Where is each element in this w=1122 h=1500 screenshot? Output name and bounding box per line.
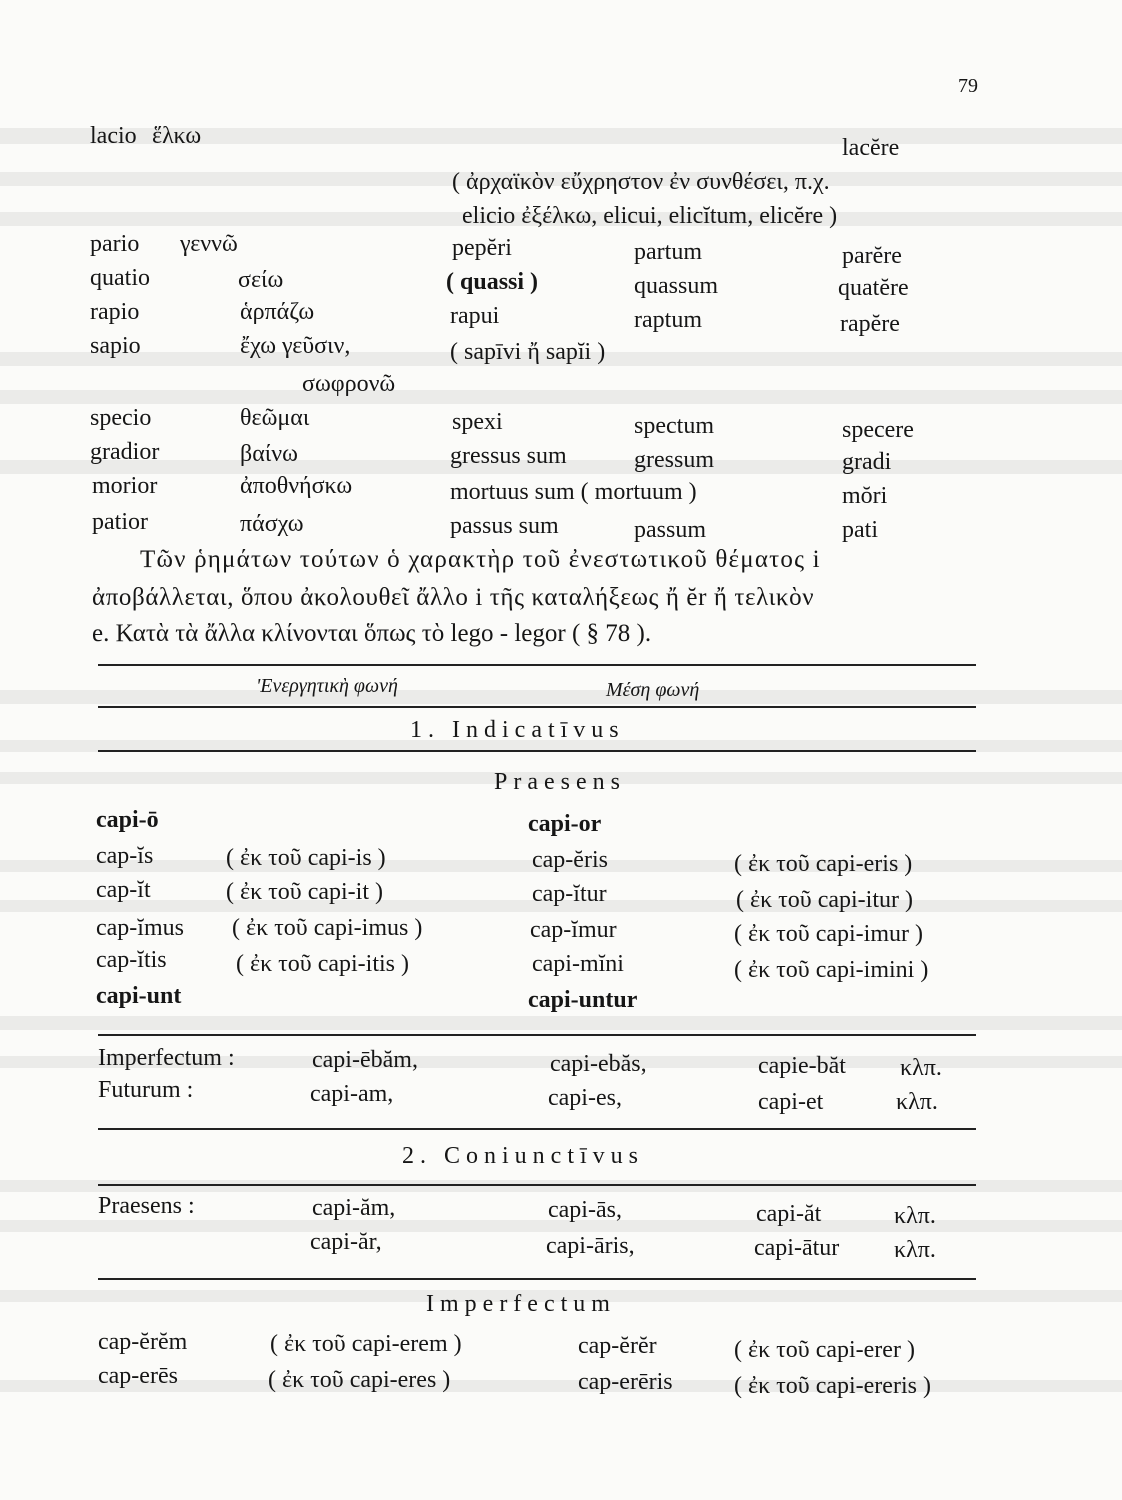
verb-greek: ἔχω γεῦσιν, <box>240 333 351 359</box>
divider <box>98 1184 976 1186</box>
form-origin-note: ( ἐκ τοῦ capi-it ) <box>226 879 383 905</box>
divider <box>98 706 976 708</box>
verb-perfect: passus sum <box>450 513 559 539</box>
tense-form: capi-ēbăm, <box>312 1047 418 1073</box>
conjugation-form: capi-unt <box>96 983 182 1009</box>
conjugation-form: cap-erēris <box>578 1369 673 1395</box>
form-origin-note: ( ἐκ τοῦ capi-erem ) <box>270 1331 462 1357</box>
form-origin-note: ( ἐκ τοῦ capi-ereris ) <box>734 1373 931 1399</box>
divider <box>98 750 976 752</box>
divider <box>98 664 976 666</box>
conjugation-form: cap-ĭtis <box>96 947 167 973</box>
form-origin-note: ( ἐκ τοῦ capi-imini ) <box>734 957 929 983</box>
paragraph-line: e. Κατὰ τὰ ἄλλα κλίνονται ὅπως τὸ lego - legor ( § 78 ). <box>92 620 652 647</box>
verb-supine: raptum <box>634 307 702 333</box>
divider <box>98 1278 976 1280</box>
conjugation-form: capi-untur <box>528 987 638 1013</box>
form-origin-note: ( ἐκ τοῦ capi-imus ) <box>232 915 423 941</box>
conjugation-form: cap-ĕrĕm <box>98 1329 188 1355</box>
form-origin-note: ( ἐκ τοῦ capi-itur ) <box>736 887 913 913</box>
conjugation-form: cap-ĭt <box>96 877 151 903</box>
verb-infinitive: mŏri <box>842 483 888 509</box>
verb-perfect: ( quassi ) <box>446 269 539 295</box>
verb-perfect: spexi <box>452 409 503 435</box>
paragraph-line: Τῶν ῥημάτων τούτων ὁ χαρακτὴρ τοῦ ἐνεστωτικοῦ θέματος i <box>140 546 821 573</box>
conjugation-form: capi-mĭni <box>532 951 624 977</box>
voice-middle-header: Μέση φωνή <box>606 679 700 701</box>
conjugation-form: capi-or <box>528 811 602 837</box>
verb-greek: βαίνω <box>240 441 298 467</box>
conjugation-form: cap-ĭmur <box>530 917 617 943</box>
tense-form: capi-ātur <box>754 1235 840 1261</box>
tense-form: capi-ăm, <box>312 1195 396 1221</box>
tense-form: capi-āris, <box>546 1233 635 1259</box>
form-origin-note: ( ἐκ τοῦ capi-eres ) <box>268 1367 451 1393</box>
subheading-imperfectum: Imperfectum <box>426 1291 616 1317</box>
verb-present: gradior <box>90 439 160 465</box>
verb-present: rapio <box>90 299 140 325</box>
verb-greek: ἀποθνήσκω <box>240 473 353 499</box>
verb-present: lacio <box>90 123 137 149</box>
verb-supine: quassum <box>634 273 718 299</box>
tense-label: Imperfectum : <box>98 1045 235 1071</box>
verb-present: quatio <box>90 265 150 291</box>
page-number: 79 <box>958 75 978 97</box>
tense-label: Praesens : <box>98 1193 195 1219</box>
verb-greek: θεῶμαι <box>240 405 310 431</box>
form-origin-note: ( ἐκ τοῦ capi-erer ) <box>734 1337 915 1363</box>
verb-supine: passum <box>634 517 706 543</box>
divider <box>98 1034 976 1036</box>
conjugation-form: cap-ĭs <box>96 843 154 869</box>
verb-supine: spectum <box>634 413 714 439</box>
verb-present: morior <box>92 473 158 499</box>
form-origin-note: ( ἐκ τοῦ capi-is ) <box>226 845 386 871</box>
conjugation-form: cap-erēs <box>98 1363 178 1389</box>
tense-label: Futurum : <box>98 1077 194 1103</box>
subheading-praesens: Praesens <box>494 769 626 795</box>
verb-perfect: rapui <box>450 303 500 329</box>
tense-form: capi-ăt <box>756 1201 822 1227</box>
form-origin-note: ( ἐκ τοῦ capi-eris ) <box>734 851 913 877</box>
verb-greek: γεννῶ <box>180 231 238 257</box>
conjugation-form: cap-ĭmus <box>96 915 184 941</box>
form-origin-note: ( ἐκ τοῦ capi-imur ) <box>734 921 923 947</box>
verb-perfect: pepĕri <box>452 235 512 261</box>
conjugation-form: cap-ĕris <box>532 847 608 873</box>
verb-infinitive: gradi <box>842 449 892 475</box>
conjugation-form: cap-ĕrĕr <box>578 1333 657 1359</box>
divider <box>98 1128 976 1130</box>
section-heading-coniunctivus: 2. Coniunctīvus <box>402 1143 645 1169</box>
paragraph-line: ἀποβάλλεται, ὅπου ἀκολουθεῖ ἄλλο i τῆς καταλήξεως ἤ ĕr ἤ τελικὸν <box>92 584 815 611</box>
verb-greek-alt: σωφρονῶ <box>302 371 396 397</box>
tense-form: capi-ās, <box>548 1197 622 1223</box>
tense-form: capi-am, <box>310 1081 394 1107</box>
verb-infinitive: lacĕre <box>842 135 900 161</box>
tense-form: capi-et <box>758 1089 824 1115</box>
tense-etc: κλπ. <box>894 1203 936 1229</box>
verb-infinitive: pati <box>842 517 878 543</box>
verb-perfect: ( sapīvi ἤ sapĭi ) <box>450 339 606 365</box>
verb-present: patior <box>92 509 148 535</box>
verb-present: specio <box>90 405 152 431</box>
form-origin-note: ( ἐκ τοῦ capi-itis ) <box>236 951 409 977</box>
tense-form: capi-ebăs, <box>550 1051 647 1077</box>
conjugation-form: cap-ĭtur <box>532 881 607 907</box>
verb-supine: partum <box>634 239 702 265</box>
verb-note-example: elicio ἐξέλκω, elicui, elicĭtum, elicĕre ) <box>462 203 838 229</box>
verb-present: pario <box>90 231 140 257</box>
tense-etc: κλπ. <box>894 1237 936 1263</box>
verb-greek: ἕλκω <box>152 123 202 149</box>
verb-supine: gressum <box>634 447 714 473</box>
verb-infinitive: rapĕre <box>840 311 900 337</box>
voice-active-header: 'Ενεργητικὴ φωνή <box>256 675 398 697</box>
verb-infinitive: quatĕre <box>838 275 909 301</box>
tense-form: capi-es, <box>548 1085 622 1111</box>
verb-present: sapio <box>90 333 141 359</box>
conjugation-form: capi-ō <box>96 807 159 833</box>
verb-perfect: gressus sum <box>450 443 567 469</box>
verb-greek: σείω <box>238 267 284 293</box>
tense-form: capi-ăr, <box>310 1229 382 1255</box>
verb-infinitive: parĕre <box>842 243 902 269</box>
verb-infinitive: specere <box>842 417 914 443</box>
verb-greek: πάσχω <box>240 511 304 537</box>
tense-etc: κλπ. <box>896 1089 938 1115</box>
tense-etc: κλπ. <box>900 1055 942 1081</box>
verb-perfect: mortuus sum ( mortuum ) <box>450 479 697 505</box>
tense-form: capie-băt <box>758 1053 846 1079</box>
section-heading-indicativus: 1. Indicatīvus <box>410 717 625 743</box>
verb-greek: ἁρπάζω <box>240 299 315 325</box>
verb-note: ( ἀρχαϊκὸν εὔχρηστον ἐν συνθέσει, π.χ. <box>452 169 830 195</box>
